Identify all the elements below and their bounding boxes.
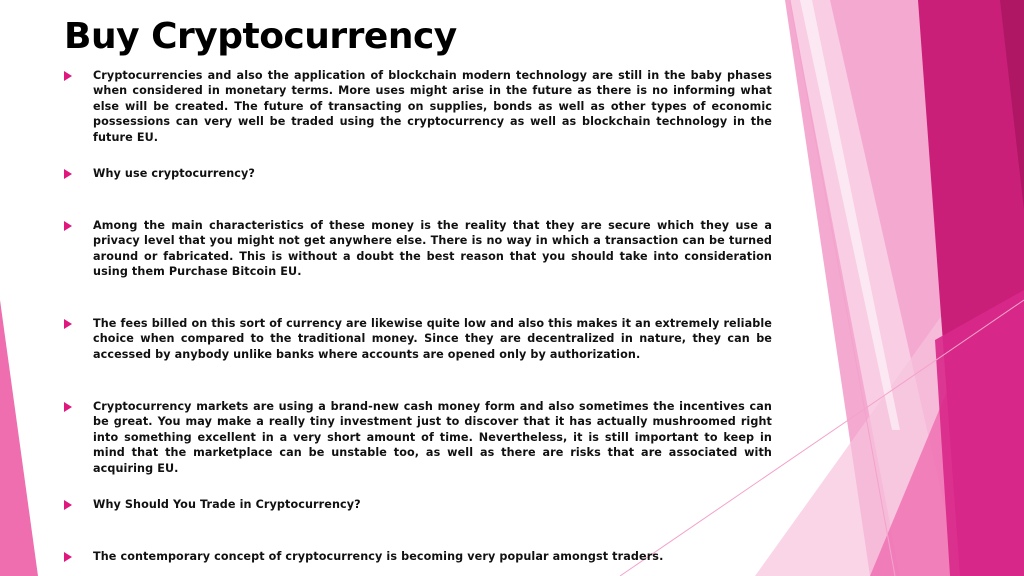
bullet-text: Cryptocurrencies and also the application of blockchain modern technology are still in the baby phases when considered in monetary terms. More uses might arise in the future as there is no informing what else will be created. The future of transacting on supplies, bonds as well as other types of economic possessions can very well be traded using the cryptocurrency as well as blockchain technology in the future EU. (93, 69, 772, 144)
bullet-arrow-icon (64, 552, 72, 562)
bullet-text: Cryptocurrency markets are using a brand-new cash money form and also sometimes the incentives can be great. You may make a really tiny investment just to discover that it has actually mushroomed right into something excellent in a very short amount of time. Nevertheless, it is still important to keep in mind that the marketplace can be unstable too, as well as there are risks that are associated with acquiring EU. (93, 400, 772, 475)
facet-left-bottom (0, 300, 38, 576)
bullet-arrow-icon (64, 500, 72, 510)
bullet-text: Among the main characteristics of these money is the reality that they are secure which they use a privacy level that you might not get anywhere else. There is no way in which a transaction can be turned around or fabricated. This is without a doubt the best reason that you should take into consideration using them Purchase Bitcoin EU. (93, 219, 772, 279)
bullet-arrow-icon (64, 221, 72, 231)
bullet-arrow-icon (64, 402, 72, 412)
bullet-text: Why use cryptocurrency? (93, 167, 255, 180)
slide-title: Buy Cryptocurrency (64, 16, 457, 57)
bullet-arrow-icon (64, 71, 72, 81)
bullet-arrow-icon (64, 169, 72, 179)
facet-rose-lower (935, 290, 1024, 576)
bullet-text: Why Should You Trade in Cryptocurrency? (93, 498, 361, 511)
bullet-text: The contemporary concept of cryptocurrency is becoming very popular amongst traders. (93, 550, 664, 563)
bullet-arrow-icon (64, 319, 72, 329)
bullet-text: The fees billed on this sort of currency are likewise quite low and also this makes it an extremely reliable choice when compared to the traditional money. Since they are decentralized in nature, they can be accessed by anybody unlike banks where accounts are opened only by authorization. (93, 317, 772, 361)
